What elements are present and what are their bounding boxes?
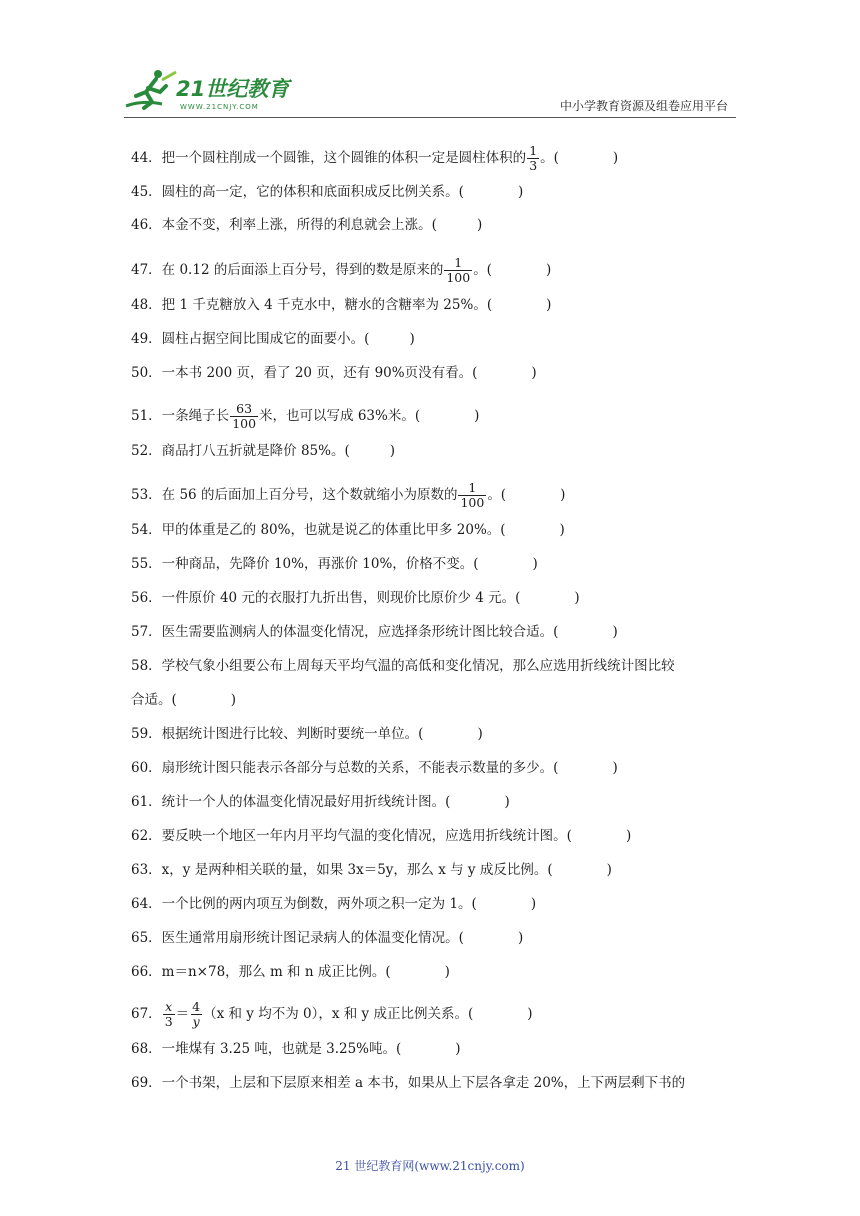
question-49: 49．圆柱占据空间比围成它的面要小。( ) — [131, 331, 415, 347]
question-62: 62．要反映一个地区一年内月平均气温的变化情况，应选用折线统计图。( ) — [131, 828, 632, 844]
platform-name: 中小学教育资源及组卷应用平台 — [559, 99, 728, 113]
site-logo — [122, 66, 292, 114]
question-61: 61．统计一个人的体温变化情况最好用折线统计图。( ) — [131, 794, 510, 810]
question-59: 59．根据统计图进行比较、判断时要统一单位。( ) — [131, 726, 483, 742]
fraction: $\frac{x}{3}$ — [164, 999, 173, 1029]
question-50: 50．一本书 200 页，看了 20 页，还有 90%页没有看。( ) — [131, 365, 537, 381]
page-footer: 21 世纪教育网(www.21cnjy.com) — [335, 1159, 525, 1173]
question-54: 54．甲的体重是乙的 80%，也就是说乙的体重比甲多 20%。( ) — [131, 522, 565, 538]
question-68: 68．一堆煤有 3.25 吨，也就是 3.25%吨。( ) — [131, 1041, 461, 1057]
fraction: $\frac{63}{100}$ — [232, 401, 257, 431]
question-44: 44．把一个圆柱削成一个圆锥，这个圆锥的体积一定是圆柱体积的 $\frac{1}{3}$ 。( ) — [131, 143, 619, 173]
question-58-continued: 合适。( ) — [131, 692, 237, 708]
question-66: 66．m＝n×78，那么 m 和 n 成正比例。( ) — [131, 964, 450, 980]
question-55: 55．一种商品，先降价 10%，再涨价 10%，价格不变。( ) — [131, 556, 538, 572]
question-67: 67． $\frac{x}{3}$ ＝ $\frac{4}{y}$ （x 和 y 均不为 0），x 和 y 成正比例关系。( ) — [131, 999, 533, 1029]
fraction: $\frac{1}{3}$ — [529, 143, 538, 173]
header-divider — [124, 117, 736, 118]
question-46: 46．本金不变，利率上涨，所得的利息就会上涨。( ) — [131, 217, 483, 233]
question-57: 57．医生需要监测病人的体温变化情况，应选择条形统计图比较合适。( ) — [131, 624, 618, 640]
runner-icon — [126, 70, 176, 108]
question-45: 45．圆柱的高一定，它的体积和底面积成反比例关系。( ) — [131, 184, 524, 200]
question-48: 48．把 1 千克糖放入 4 千克水中，糖水的含糖率为 25%。( ) — [131, 297, 552, 313]
question-53: 53．在 56 的后面加上百分号，这个数就缩小为原数的 $\frac{1}{100}$ 。( ) — [131, 480, 566, 510]
fraction: $\frac{4}{y}$ — [192, 999, 201, 1029]
fraction: $\frac{1}{100}$ — [460, 480, 485, 510]
question-65: 65．医生通常用扇形统计图记录病人的体温变化情况。( ) — [131, 930, 524, 946]
logo-url: WWW.21CNJY.COM — [180, 103, 259, 111]
question-51: 51．一条绳子长 $\frac{63}{100}$ 米，也可以写成 63%米。( ) — [131, 401, 480, 431]
question-60: 60．扇形统计图只能表示各部分与总数的关系，不能表示数量的多少。( ) — [131, 760, 618, 776]
question-56: 56．一件原价 40 元的衣服打九折出售，则现价比原价少 4 元。( ) — [131, 590, 580, 606]
fraction: $\frac{1}{100}$ — [446, 255, 471, 285]
question-52: 52．商品打八五折就是降价 85%。( ) — [131, 443, 396, 459]
question-64: 64．一个比例的两内项互为倒数，两外项之积一定为 1。( ) — [131, 896, 537, 912]
question-69: 69．一个书架，上层和下层原来相差 a 本书，如果从上下层各拿走 20%，上下两层剩下书的 — [131, 1075, 686, 1091]
logo-text: 21世纪教育 — [176, 77, 290, 101]
question-63: 63．x，y 是两种相关联的量，如果 3x＝5y，那么 x 与 y 成反比例。( ) — [131, 862, 612, 878]
question-58: 58．学校气象小组要公布上周每天平均气温的高低和变化情况，那么应选用折线统计图比较 — [131, 658, 675, 674]
question-47: 47．在 0.12 的后面添上百分号，得到的数是原来的 $\frac{1}{100}$ 。( ) — [131, 255, 552, 285]
